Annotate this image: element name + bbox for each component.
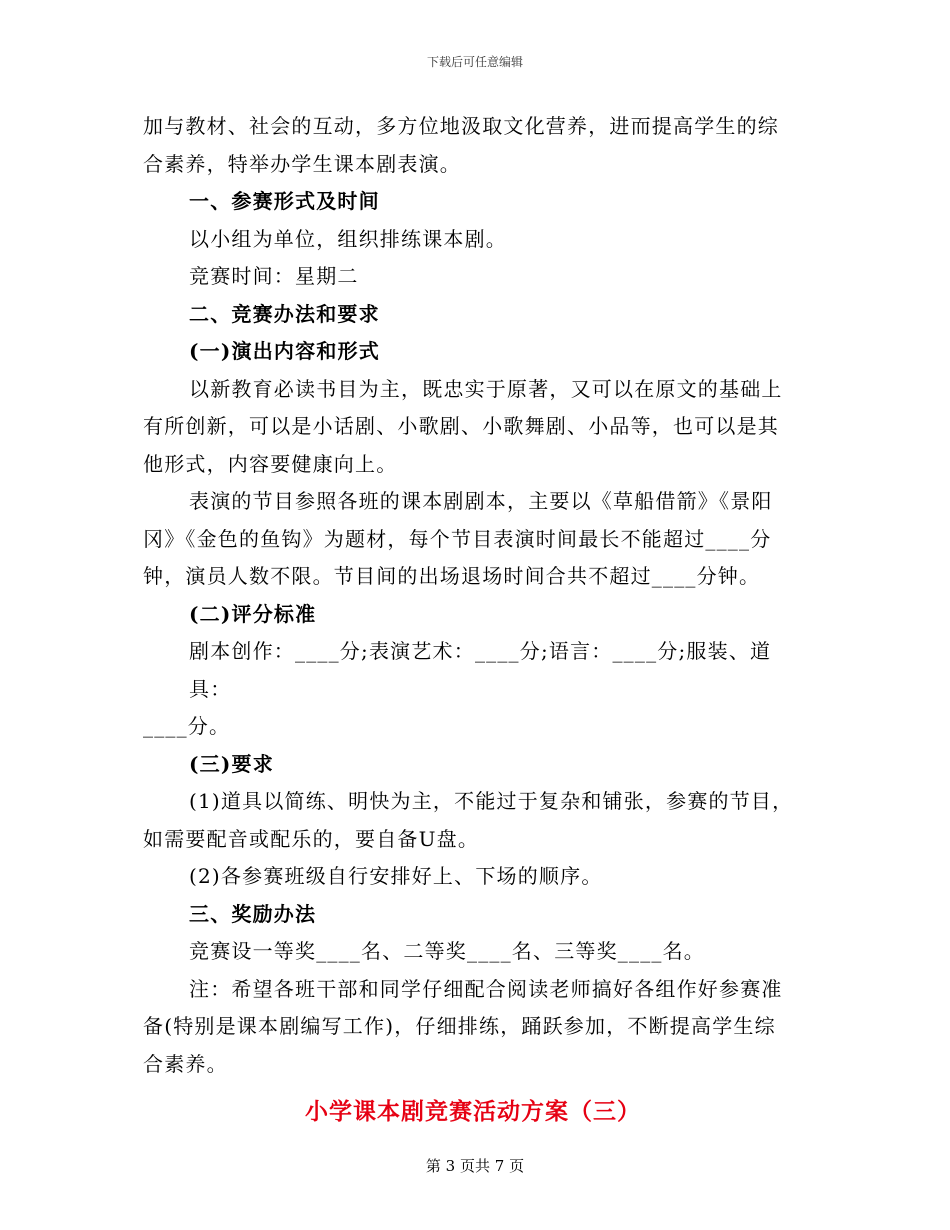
paragraph: 冈》《金色的鱼钩》为题材，每个节目表演时间最长不能超过____分 — [143, 526, 772, 551]
paragraph: 以小组为单位，组织排练课本剧。 — [189, 226, 507, 251]
header-note: 下载后可任意编辑 — [426, 55, 523, 69]
paragraph-list — [143, 108, 803, 1083]
paragraph: 备(特别是课本剧编写工作)，仔细排练，踊跃参加，不断提高学生综 — [143, 1014, 776, 1038]
page-number: 第 3 页共 7 页 — [425, 1157, 525, 1175]
paragraph: 合素养。 — [143, 1051, 228, 1076]
paragraph: 以新教育必读书目为主，既忠实于原著，又可以在原文的基础上 — [189, 376, 783, 401]
paragraph: (1)道具以简练、明快为主，不能过于复杂和铺张，参赛的节目， — [189, 789, 794, 813]
paragraph: 合素养，特举办学生课本剧表演。 — [143, 151, 461, 176]
paragraph: 表演的节目参照各班的课本剧剧本，主要以《草船借箭》《景阳 — [189, 489, 773, 513]
paragraph: 加与教材、社会的互动，多方位地汲取文化营养，进而提高学生的综 — [143, 114, 779, 138]
subsection-heading: (三)要求 — [189, 751, 274, 776]
paragraph: ____分。 — [143, 714, 231, 738]
section-heading: 一、参赛形式及时间 — [189, 189, 380, 213]
paragraph: 如需要配音或配乐的，要自备U盘。 — [143, 826, 480, 851]
paragraph: 钟，演员人数不限。节目间的出场退场时间合共不超过____分钟。 — [143, 564, 761, 588]
paragraph: 有所创新，可以是小话剧、小歌剧、小歌舞剧、小品等，也可以是其 — [143, 414, 779, 438]
paragraph: 注：希望各班干部和同学仔细配合阅读老师搞好各组作好参赛准 — [189, 976, 783, 1001]
paragraph: (2)各参赛班级自行安排好上、下场的顺序。 — [189, 864, 603, 888]
paragraph: 竞赛时间：星期二 — [189, 264, 359, 288]
paragraph: 他形式，内容要健康向上。 — [143, 451, 398, 476]
paragraph: 竞赛设一等奖____名、二等奖____名、三等奖____名。 — [189, 939, 705, 963]
paragraph: 剧本创作：____分;表演艺术：____分;语言：____分;服装、道具： — [189, 639, 772, 701]
subsection-heading: (二)评分标准 — [189, 601, 317, 626]
section-heading: 三、奖励办法 — [189, 901, 317, 926]
document-body — [143, 108, 803, 1132]
section-title: 小学课本剧竞赛活动方案（三） — [305, 1098, 641, 1125]
section-heading: 二、竞赛办法和要求 — [189, 301, 380, 326]
subsection-heading: (一)演出内容和形式 — [189, 339, 380, 363]
